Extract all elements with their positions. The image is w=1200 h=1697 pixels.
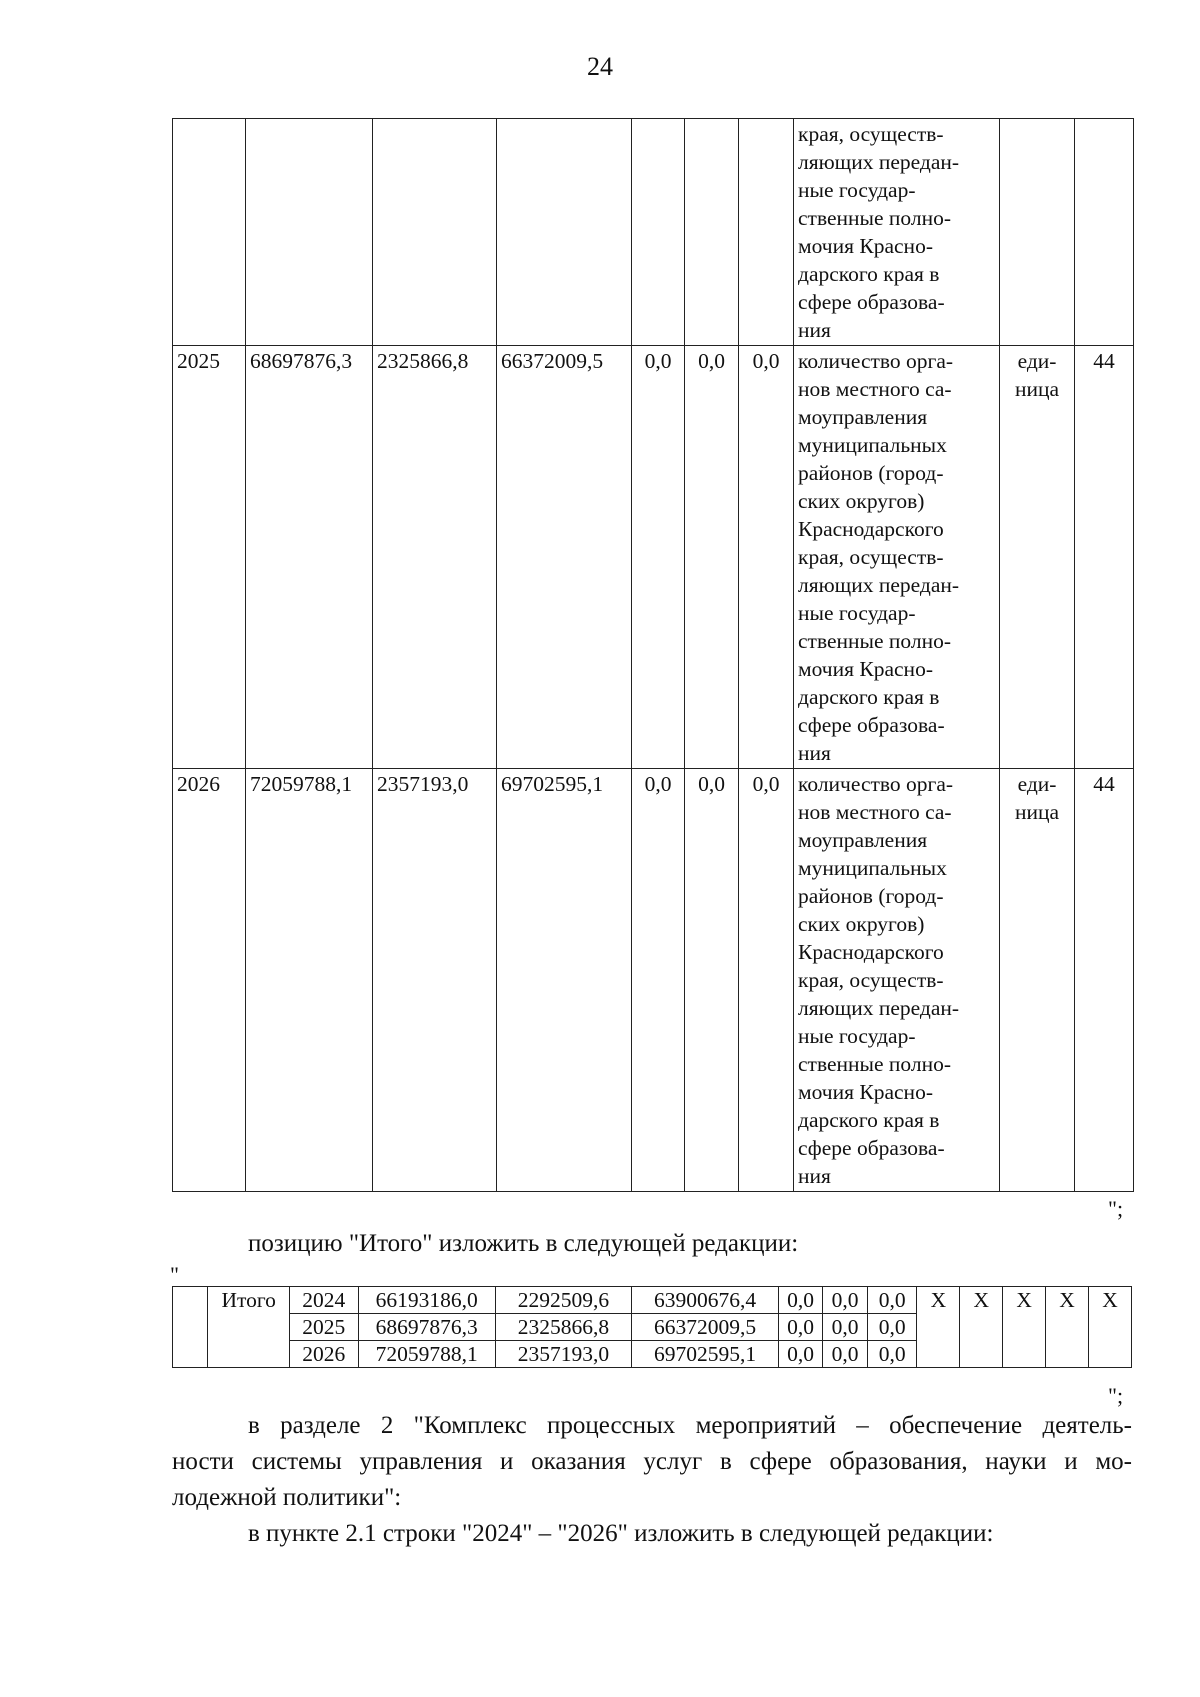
value-cell: 0,0 [779,1341,823,1368]
regional-budget-cell: 2292509,6 [495,1287,631,1314]
value-cell: 0,0 [685,346,739,769]
subsidy-cell: 69702595,1 [497,769,632,1192]
regional-budget-cell: 2325866,8 [373,346,497,769]
x-mark-cell: X [1046,1287,1089,1368]
indicator-cell: края, осуществ- ляющих передан- ные государ- ственные полно- мочия Красно- дарского края в сфере образова- ния [794,119,1000,346]
closing-quote: "; [1108,1196,1124,1221]
regional-budget-cell [373,119,497,346]
unit-cell: еди- ница [1000,769,1075,1192]
table-row [173,769,1134,1192]
year-cell: 2024 [289,1287,358,1314]
value-cell: 0,0 [779,1314,823,1341]
value-cell: 0,0 [739,769,794,1192]
paragraph-point21: в пункте 2.1 строки "2024" – "2026" изложить в следующей редакции: [248,1520,994,1547]
indicator-cell: количество орга- нов местного са- моуправления муниципальных районов (город- ских округов) Краснодарского края, осуществ- ляющих передан- ные государ- ственные полно- мочия Красно- дарского края в сфере образова- ния [794,769,1000,1192]
paragraph-section2-line2: ности системы управления и оказания услуг в сфере образования, науки и мо- [172,1448,1132,1475]
regional-budget-cell: 2357193,0 [495,1341,631,1368]
year-cell: 2026 [173,769,246,1192]
subsidy-cell: 63900676,4 [632,1287,779,1314]
indicator-value-cell: 44 [1075,346,1134,769]
x-mark-cell: X [1003,1287,1046,1368]
value-cell: 0,0 [822,1341,867,1368]
year-cell: 2025 [173,346,246,769]
total-cell: 68697876,3 [358,1314,495,1341]
regional-budget-cell: 2325866,8 [495,1314,631,1341]
value-cell: 0,0 [868,1341,917,1368]
itogo-table [172,1286,1132,1368]
subsidy-cell: 69702595,1 [632,1341,779,1368]
indicator-value-cell: 44 [1075,769,1134,1192]
value-cell: 0,0 [685,769,739,1192]
table-row [173,346,1134,769]
total-cell: 68697876,3 [246,346,373,769]
paragraph-section2-line3: лодежной политики": [172,1484,402,1511]
x-mark-cell: X [917,1287,960,1368]
value-cell: 0,0 [822,1314,867,1341]
year-cell [173,119,246,346]
value-cell: 0,0 [632,769,685,1192]
year-cell: 2026 [289,1341,358,1368]
value-cell [685,119,739,346]
paragraph-section2-line1: в разделе 2 "Комплекс процессных мероприятий – обеспечение деятель- [248,1412,1132,1439]
value-cell: 0,0 [779,1287,823,1314]
indicator-cell: количество орга- нов местного са- моуправления муниципальных районов (город- ских округов) Краснодарского края, осуществ- ляющих передан- ные государ- ственные полно- мочия Красно- дарского края в сфере образова- ния [794,346,1000,769]
value-cell: 0,0 [868,1314,917,1341]
value-cell: 0,0 [822,1287,867,1314]
total-cell: 66193186,0 [358,1287,495,1314]
paragraph-itogo: позицию "Итого" изложить в следующей редакции: [248,1230,799,1257]
total-cell: 72059788,1 [358,1341,495,1368]
table-row [173,1287,1132,1314]
year-cell: 2025 [289,1314,358,1341]
value-cell [739,119,794,346]
table-row [173,119,1134,346]
row-number-cell [173,1287,208,1368]
indicator-value-cell [1075,119,1134,346]
itogo-label: Итого [208,1287,290,1368]
subsidy-cell: 66372009,5 [632,1314,779,1341]
value-cell: 0,0 [739,346,794,769]
total-cell: 72059788,1 [246,769,373,1192]
x-mark-cell: X [960,1287,1003,1368]
opening-quote: " [170,1262,179,1287]
total-cell [246,119,373,346]
page-number: 24 [587,52,613,81]
value-cell: 0,0 [868,1287,917,1314]
subsidy-cell: 66372009,5 [497,346,632,769]
x-mark-cell: X [1089,1287,1132,1368]
program-table-continuation [172,118,1134,1192]
value-cell: 0,0 [632,346,685,769]
regional-budget-cell: 2357193,0 [373,769,497,1192]
subsidy-cell [497,119,632,346]
value-cell [632,119,685,346]
unit-cell: еди- ница [1000,346,1075,769]
unit-cell [1000,119,1075,346]
closing-quote: "; [1108,1383,1124,1408]
